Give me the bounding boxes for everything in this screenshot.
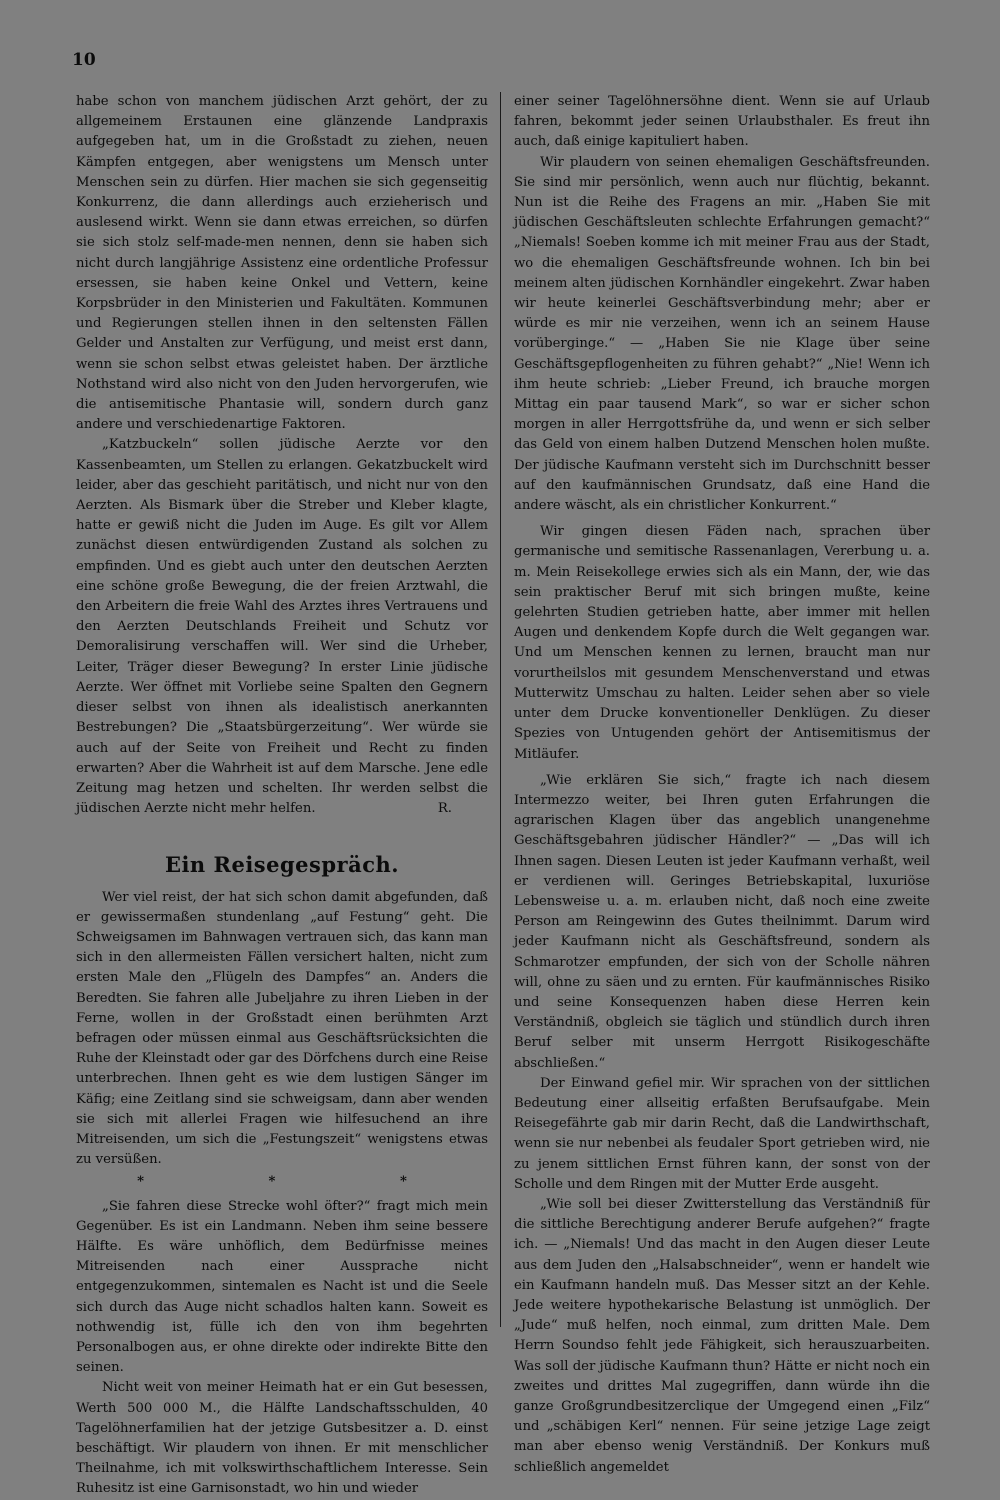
article-paragraph-2: „Sie fahren diese Strecke wohl öfter?“ fragt mich mein Gegenüber. Es ist ein Landmann. Neben ihm seine bessere Hälfte. Es wäre unhöflich, dem Bedürfnisse meines Mitreisenden nach einer Aussprache nicht entgegenzukommen, sintemalen es Nacht ist und die Seele sich durch das Auge nicht schadlos halten kann. Soweit es nothwendig ist, fülle ich den von ihm begehrten Personalbogen aus, er ohne direkte oder indirekte Bitte den seinen.: [76, 1198, 488, 1376]
article-paragraph-4: einer seiner Tagelöhnersöhne dient. Wenn sie auf Urlaub fahren, bekommt jeder seinen Urlaubsthaler. Es freut ihn auch, daß einige kapituliert haben.: [514, 94, 930, 150]
article-headline: Ein Reisegespräch.: [164, 852, 400, 878]
article-paragraph-9: „Wie soll bei dieser Zwitterstellung das Verständniß für die sittliche Berechtigung anderer Berufe aufgehen?“ fragte ich. — „Niemals! Und das macht in den Augen dieser Leute aus dem Juden den „Halsabschneider“, wenn er handelt wie ein Kaufmann handeln muß. Das Messer sitzt an der Kehle. Jede weitere hypothekarische Belastung ist unmöglich. Der „Jude“ muß helfen, noch einmal, zum dritten Male. Dem Herrn Soundso fehlt jede Fähigkeit, sich herauszuarbeiten. Was soll der jüdische Kaufmann thun? Hätte er nicht noch ein zweites und drittes Mal zugegriffen, dann würde ihn die ganze Großgrundbesitzerclique der Umgegend einen „Filz“ und „schäbigen Kerl“ nennen. Für seine jetzige Lage zeigt man aber ebenso wenig Verständniß. Der Konkurs muß schließlich angemeldet: [514, 1196, 930, 1475]
article-paragraph-3: Nicht weit von meiner Heimath hat er ein Gut besessen, Werth 500 000 M., die Hälfte Landschaftsschulden, 40 Tagelöhnerfamilien hat der jetzige Gutsbesitzer a. D. einst beschäftigt. Wir plaudern von ihnen. Er mit menschlicher Theilnahme, ich mit volkswirthschaftlichem Interesse. Sein Ruhesitz ist eine Garnisonstadt, wo hin und wieder: [76, 1380, 488, 1497]
right-column: [514, 92, 930, 1478]
left-column: [76, 92, 488, 1500]
article-paragraph-6: Wir gingen diesen Fäden nach, sprachen über germanische und semitische Rassenanlagen, Vererbung u. a. m. Mein Reisekollege erwies sich als ein Mann, der, wie das sein praktischer Beruf mit sich bringen mußte, keine gelehrten Studien getrieben hatte, aber immer mit hellen Augen und denkendem Kopfe durch die Welt gegangen war. Und um Menschen kennen zu lernen, braucht man nur vorurtheilslos mit gesundem Menschenverstand und etwas Mutterwitz Umschau zu halten. Leider sehen aber so viele unter dem Drucke konventioneller Denklügen. Zu dieser Spezies von Untugenden gehört der Antisemitismus der Mitläufer.: [514, 524, 930, 762]
article-continuation-paragraph-2: [76, 435, 488, 819]
article-paragraph-1: Wer viel reist, der hat sich schon damit abgefunden, daß er gewissermaßen stundenlang „auf Festung“ geht. Die Schweigsamen im Bahnwagen vertrauen sich, das kann man sich in den allermeisten Fällen versichert halten, nicht zum ersten Male den „Flügeln des Dampfes“ an. Anders die Beredten. Sie fahren alle Jubeljahre zu ihren Lieben in der Ferne, wollen in der Großstadt einen berühmten Arzt befragen oder müssen einmal aus Geschäftsrücksichten die Ruhe der Kleinstadt oder gar des Dörfchens durch eine Reise unterbrechen. Ihnen geht es wie dem lustigen Sänger im Käfig; eine Zeitlang sind sie schweigsam, dann aber wenden sie sich mit allerlei Fragen wie hilfesuchend an ihre Mitreisenden, um sich die „Festungszeit“ wenigstens etwas zu versüßen.: [76, 889, 488, 1168]
column-divider: [500, 92, 501, 1327]
article-continuation-paragraph-1: habe schon von manchem jüdischen Arzt gehört, der zu allgemeinem Erstaunen eine glänzende Landpraxis aufgegeben hat, um in die Großstadt zu ziehen, neuen Kämpfen entgegen, aber wenigstens um Mensch unter Menschen sein zu dürfen. Hier machen sie sich gegenseitig Konkurrenz, die dann allerdings auch erzieherisch und auslesend wirkt. Wenn sie dann etwas erreichen, so dürfen sie sich stolz self-made-men nennen, denn sie haben sich nicht durch langjährige Assistenz eine ordentliche Professur ersessen, sie haben keine Onkel und Vettern, keine Korpsbrüder in den Ministerien und Fakultäten. Kommunen und Regierungen stellen ihnen in den seltensten Fällen Gelder und Anstalten zur Verfügung, und meist erst dann, wenn sie schon selbst etwas geleistet haben. Der ärztliche Nothstand wird also nicht von den Juden hervorgerufen, wie die antisemitische Phantasie will, sondern durch ganz andere und verschiedenartige Faktoren.: [76, 94, 488, 433]
article-paragraph-8: Der Einwand gefiel mir. Wir sprachen von der sittlichen Bedeutung einer allseitig erfaßten Berufsaufgabe. Mein Reisegefährte gab mir darin Recht, daß die Landwirthschaft, wenn sie nur nebenbei als feudaler Sport getrieben wird, nie zu jenem sittlichen Ernst führen kann, der sonst von der Scholle und dem Ringen mit der Mutter Erde ausgeht.: [514, 1075, 930, 1192]
page-number: 10: [72, 50, 96, 70]
paragraph-text: „Katzbuckeln“ sollen jüdische Aerzte vor den Kassenbeamten, um Stellen zu erlangen. Gekatzbuckelt wird leider, aber das geschieht paritätisch, und nicht nur von den Aerzten. Als Bismark über die Streber und Kleber klagte, hatte er gewiß nicht die Juden im Auge. Es gilt vor Allem zunächst diesen entwürdigenden Zustand als solchen zu empfinden. Und es giebt auch unter den deutschen Aerzten eine schöne große Bewegung, die der freien Arztwahl, die den Arbeitern die freie Wahl des Arztes ihres Vertrauens und den Aerzten Deutschlands Freiheit und Schutz vor Demoralisirung verschaffen will. Wer sind die Urheber, Leiter, Träger dieser Bewegung? In erster Linie jüdische Aerzte. Wer öffnet mit Vorliebe seine Spalten den Gegnern dieser selbst von ihnen als idealistisch anerkannten Bestrebungen? Die „Staatsbürgerzeitung“. Wer würde sie auch auf der Seite von Freiheit und Recht zu finden erwarten? Aber die Wahrheit ist auf dem Marsche. Jene edle Zeitung mag hetzen und schelten. Ihr werden selbst die jüdischen Aerzte nicht mehr helfen.: [76, 437, 488, 817]
author-signature: R.: [437, 801, 452, 817]
article-paragraph-5: Wir plaudern von seinen ehemaligen Geschäftsfreunden. Sie sind mir persönlich, wenn auch nur flüchtig, bekannt. Nun ist die Reihe des Fragens an mir. „Haben Sie mit jüdischen Geschäftsleuten schlechte Erfahrungen gemacht?“ „Niemals! Soeben komme ich mit meiner Frau aus der Stadt, wo die ehemaligen Geschäftsfreunde wohnen. Ich bin bei meinem alten jüdischen Kornhändler eingekehrt. Zwar haben wir heute keinerlei Geschäftsverbindung mehr; aber er würde es mir nie verzeihen, wenn ich an seinem Hause vorüberginge.“ — „Haben Sie nie Klage über seine Geschäftsgepflogenheiten zu führen gehabt?“ „Nie! Wenn ich ihm heute schrieb: „Lieber Freund, ich brauche morgen Mittag ein paar tausend Mark“, so war er sicher schon morgen in aller Herrgottsfrühe da, und wenn er sich selber das Geld von einem halben Dutzend Menschen holen mußte. Der jüdische Kaufmann versteht sich im Durchschnitt besser auf den kaufmännischen Grundsatz, daß eine Hand die andere wäscht, als ein christlicher Konkurrent.“: [514, 154, 930, 514]
section-separator: * * *: [137, 1174, 467, 1190]
article-paragraph-7: „Wie erklären Sie sich,“ fragte ich nach diesem Intermezzo weiter, bei Ihren guten Erfahrungen die agrarischen Klagen über das angeblich unangenehme Geschäftsgebahren jüdischer Händler?“ — „Das will ich Ihnen sagen. Diesen Leuten ist jeder Kaufmann verhaßt, weil er verdienen will. Geringes Betriebskapital, luxuriöse Lebensweise u. a. m. erlauben nicht, daß noch eine zweite Person am Reingewinn des Gutes theilnimmt. Darum wird jeder Kaufmann nicht als Geschäftsfreund, sondern als Schmarotzer empfunden, der sich von der Scholle nähren will, ohne zu säen und zu ernten. Für kaufmännisches Risiko und seine Konsequenzen haben diese Herren kein Verständniß, obgleich sie täglich und stündlich durch ihren Beruf selber mit unserm Herrgott Risikogeschäfte abschließen.“: [514, 772, 930, 1071]
